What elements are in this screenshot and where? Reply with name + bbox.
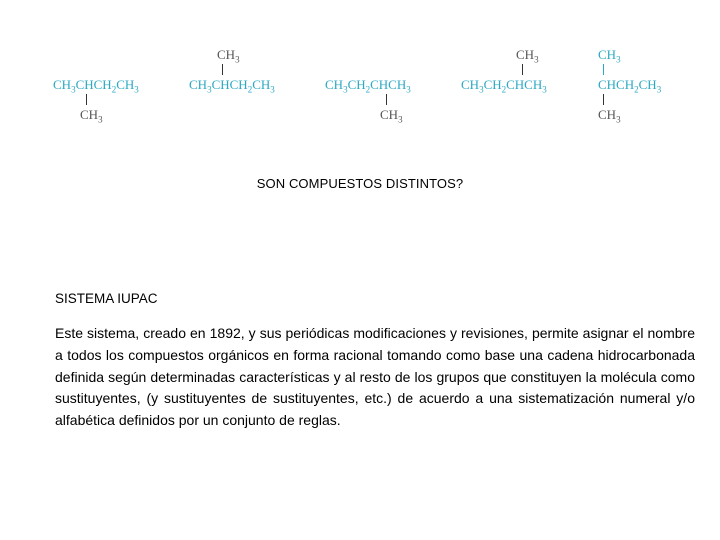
formula-3-substituent-below: $CH_3$ bbox=[380, 107, 403, 125]
formula-2-main-chain: $CH_3CHCH_2CH_3$ bbox=[189, 77, 275, 95]
formula-3 bbox=[325, 48, 435, 128]
formula-4-substituent-above: $CH_3$ bbox=[516, 47, 539, 65]
formula-4-main-chain: $CH_3CH_2CHCH_3$ bbox=[461, 77, 547, 95]
formula-4 bbox=[461, 48, 571, 128]
formula-5-main-chain: $CHCH_2CH_3$ bbox=[598, 77, 662, 95]
formula-1-main-chain: $CH_3CHCH_2CH_3$ bbox=[53, 77, 139, 95]
formula-4-bond-up bbox=[522, 64, 523, 75]
section-heading: SISTEMA IUPAC bbox=[55, 291, 158, 306]
formula-2 bbox=[189, 48, 299, 128]
formula-3-main-chain: $CH_3CH_2CHCH_3$ bbox=[325, 77, 411, 95]
formula-1-bond-down bbox=[86, 94, 87, 105]
formula-5 bbox=[598, 48, 688, 128]
body-paragraph: Este sistema, creado en 1892, y sus periódicas modificaciones y revisiones, permite asignar el nombre a todos los compuestos orgánicos en forma racional tomando como base una cadena hidrocarbonada definida según determinadas características y al resto de los grupos que constituyen la molécula como sustituyentes, (y sustituyentes de sustituyentes, etc.) de acuerdo a una sistematización numeral y/o alfabética definidos por un conjunto de reglas. bbox=[55, 325, 695, 429]
formula-5-bond-up bbox=[603, 64, 604, 75]
formula-5-substituent-above: $CH_3$ bbox=[598, 47, 621, 65]
question-text: SON COMPUESTOS DISTINTOS? bbox=[256, 176, 464, 191]
formula-5-substituent-below: $CH_3$ bbox=[598, 107, 621, 125]
formula-5-bond-down bbox=[603, 94, 604, 105]
formula-2-bond-up bbox=[222, 64, 223, 75]
formula-1 bbox=[53, 48, 163, 128]
formula-3-bond-down bbox=[386, 94, 387, 105]
formula-2-substituent-above: $CH_3$ bbox=[217, 47, 240, 65]
formula-1-substituent-below: $CH_3$ bbox=[80, 107, 103, 125]
